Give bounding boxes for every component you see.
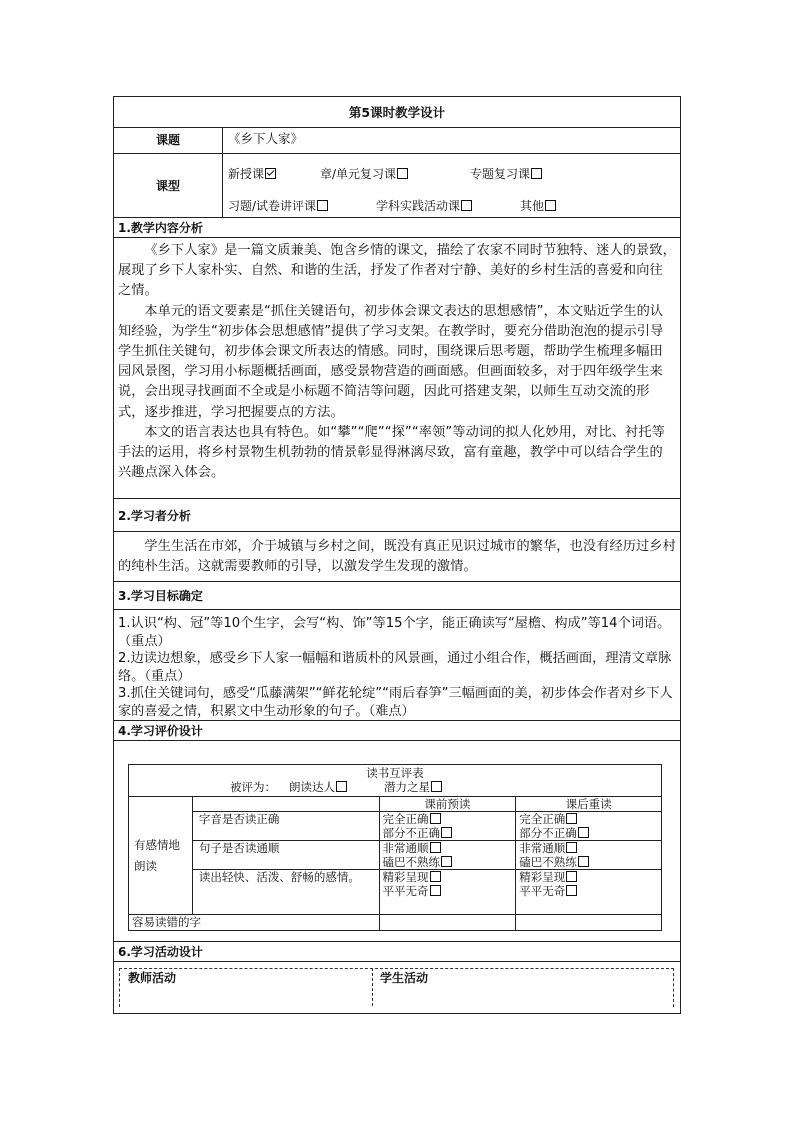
section1-heading-row [114, 218, 680, 238]
checkbox-icon[interactable] [578, 827, 589, 838]
checkbox-icon[interactable] [336, 781, 347, 792]
eval-row: 字音是否读正确 完全正确 部分不正确 完全正确 部分不正确 [129, 812, 662, 841]
eval-row: 句子是否读通顺 非常通顺 磕巴不熟练 非常通顺 磕巴不熟练 [129, 841, 662, 870]
checkbox-icon[interactable] [431, 781, 442, 792]
topic-label: 课题 [155, 133, 180, 147]
option-after[interactable]: 非常通顺 [519, 841, 658, 855]
option-exercise-review[interactable]: 习题/试卷讲评课 [228, 199, 328, 213]
section4-heading-row [114, 721, 680, 741]
option-new-lesson[interactable]: 新授课 [228, 167, 276, 181]
lesson-type-label: 课型 [155, 179, 180, 193]
checkbox-icon[interactable] [317, 200, 328, 211]
checkbox-icon[interactable] [441, 856, 452, 867]
option-before[interactable]: 非常通顺 [383, 841, 513, 855]
section1-heading: 1.教学内容分析 [118, 221, 203, 235]
award-reading-master[interactable]: 朗读达人 [289, 780, 347, 794]
section3-heading: 3.学习目标确定 [118, 589, 203, 603]
section3-heading-row [114, 582, 680, 610]
checkbox-icon[interactable] [566, 813, 577, 824]
content-paragraph: 《乡下人家》是一篇文质兼美、饱含乡情的课文，描绘了农家不同时节独特、迷人的景致，展现了乡下人家朴实、自然、和谐的生活，抒发了作者对宁静、美好的乡村生活的喜爱和向往之情。 [118, 243, 676, 299]
page-title: 第5课时教学设计 [348, 105, 446, 120]
section4-heading: 4.学习评价设计 [118, 724, 203, 738]
checkbox-icon[interactable] [430, 885, 441, 896]
option-before[interactable]: 磕巴不熟练 [383, 855, 513, 869]
checkbox-icon[interactable] [430, 842, 441, 853]
option-after[interactable]: 平平无奇 [519, 884, 658, 898]
option-before[interactable]: 完全正确 [383, 812, 513, 826]
eval-table-title: 读书互评表 [366, 766, 424, 780]
lesson-plan-sheet [113, 96, 681, 1014]
checkbox-icon[interactable] [566, 885, 577, 896]
teacher-activity-label: 教师活动 [128, 971, 177, 985]
col-before-reading: 课前预读 [379, 797, 516, 812]
objective-item: 2.边读边想象，感受乡下人家一幅幅和谐质朴的风景画，通过小组合作，概括画面，理清文章脉络。（重点） [118, 651, 672, 684]
section3-body [114, 610, 680, 721]
option-topic-review[interactable]: 专题复习课 [470, 165, 542, 182]
option-before[interactable]: 部分不正确 [383, 826, 513, 840]
content-paragraph: 本单元的语文要素是“抓住关键语句，初步体会课文表达的思想感情”，本文贴近学生的认知经验，为学生“初步体会思想感情”提供了学习支架。在教学时，要充分借助泡泡的提示引导学生抓住关键句，初步体会课文所表达的情感。同时，围绕课后思考题，帮助学生梳理多幅田园风景图，学习用小标题概括画面，感受景物营造的画面感。但画面较多，对于四年级学生来说，会出现寻找画面不全或是小标题不简洁等问题，因此可搭建支架，以师生互动交流的形式，逐步推进，学习把握要点的方法。 [118, 303, 664, 420]
checkbox-icon[interactable] [545, 200, 556, 211]
objective-item: 3.抓住关键词句，感受“瓜藤满架”“鲜花轮绽”“雨后春笋”三幅画面的美，初步体会作者对乡下人家的喜爱之情，积累文中生动形象的句子。（难点） [118, 686, 673, 719]
objective-item: 1.认识“构、冠”等10个生字，会写“构、饰”等15个字，能正确读写“屋檐、构成”等14个词语。（重点） [118, 616, 671, 649]
option-before[interactable]: 精彩呈现 [383, 870, 513, 884]
error-prone-chars-before[interactable] [379, 915, 516, 931]
checkbox-icon[interactable] [430, 871, 441, 882]
content-paragraph: 本文的语言表达也具有特色。如“攀”“爬”“探”“率领”等动词的拟人化妙用，对比、衬托等手法的运用，将乡村景物生机勃勃的情景彰显得淋漓尽致，富有童趣，教学中可以结合学生的兴趣点深入体会。 [118, 424, 665, 481]
learner-paragraph: 学生生活在市郊，介于城镇与乡村之间，既没有真正见识过城市的繁华，也没有经历过乡村的纯朴生活。这就需要教师的引导，以激发学生发现的激情。 [118, 539, 676, 575]
eval-group-label: 有感情地 朗读 [129, 797, 193, 915]
title-row [114, 97, 680, 128]
award-potential-star[interactable]: 潜力之星 [384, 780, 442, 794]
section6-body [114, 962, 680, 1013]
section1-body [114, 238, 680, 499]
option-after[interactable]: 精彩呈现 [519, 870, 658, 884]
checkbox-icon[interactable] [397, 168, 408, 179]
topic-row [114, 128, 680, 154]
eval-awards [129, 780, 661, 794]
option-after[interactable]: 部分不正确 [519, 826, 658, 840]
evaluated-label: 被评为： [230, 780, 276, 794]
error-prone-chars-after[interactable] [516, 915, 662, 931]
checkbox-icon[interactable] [461, 200, 472, 211]
checkbox-icon[interactable] [531, 168, 542, 179]
eval-table-header [129, 765, 662, 797]
section4-body [114, 741, 680, 942]
option-after[interactable]: 完全正确 [519, 812, 658, 826]
lesson-type-options-1 [228, 165, 678, 182]
section2-heading: 2.学习者分析 [118, 509, 191, 523]
option-other[interactable]: 其他 [520, 197, 556, 214]
topic-value: 《乡下人家》 [228, 131, 304, 146]
section6-heading: 6.学习活动设计 [118, 945, 203, 959]
option-after[interactable]: 磕巴不熟练 [519, 855, 658, 869]
col-after-reading: 课后重读 [516, 797, 662, 812]
section2-heading-row [114, 499, 680, 532]
checkbox-icon[interactable] [566, 842, 577, 853]
option-practice-activity[interactable]: 学科实践活动课 [376, 197, 472, 214]
option-unit-review[interactable]: 章/单元复习课 [320, 165, 408, 182]
checkbox-icon[interactable] [441, 827, 452, 838]
section2-body [114, 532, 680, 582]
section6-heading-row [114, 942, 680, 962]
error-prone-chars-label: 容易读错的字 [129, 915, 380, 931]
checkbox-icon[interactable] [578, 856, 589, 867]
checkbox-icon[interactable] [430, 813, 441, 824]
lesson-type-row [114, 154, 680, 218]
eval-row: 读出轻快、活泼、舒畅的感情。 精彩呈现 平平无奇 精彩呈现 平平无奇 [129, 870, 662, 915]
student-activity-label: 学生活动 [380, 971, 429, 985]
checkbox-icon[interactable] [566, 871, 577, 882]
reading-evaluation-table [128, 764, 662, 931]
option-before[interactable]: 平平无奇 [383, 884, 513, 898]
checkbox-icon[interactable] [265, 168, 276, 179]
lesson-type-options-2 [228, 197, 678, 214]
